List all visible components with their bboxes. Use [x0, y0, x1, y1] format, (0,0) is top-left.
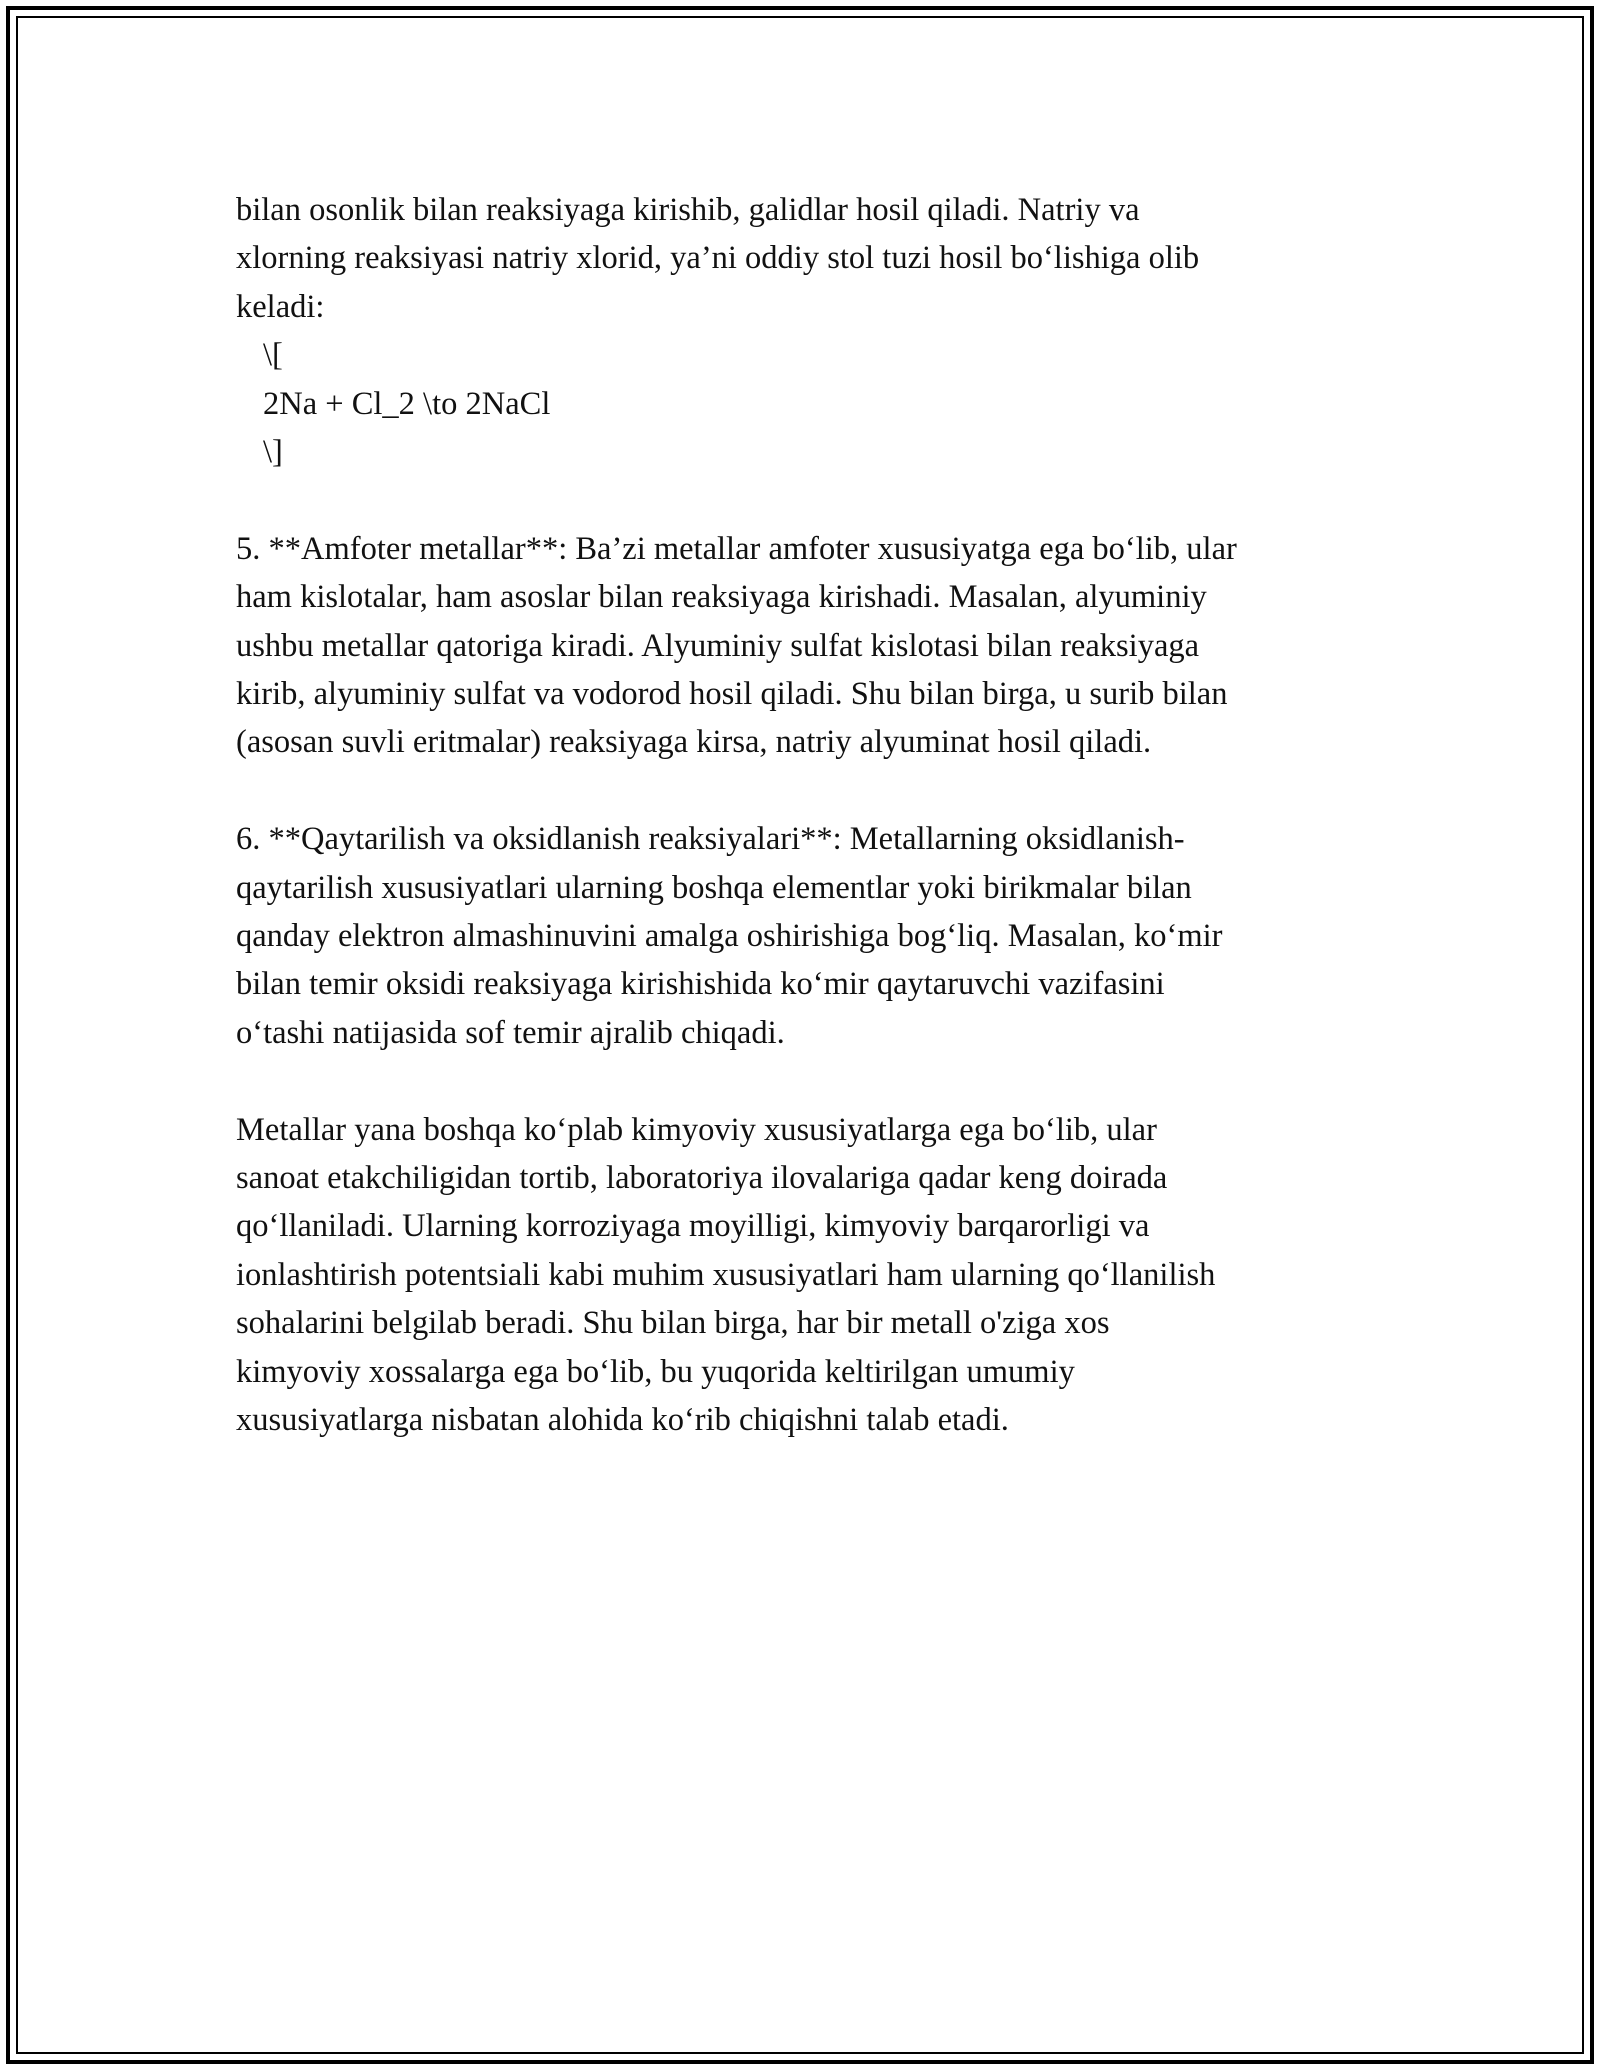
item-5-paragraph	[236, 525, 1376, 767]
text-line: qanday elektron almashinuvini amalga oshirishiga bog‘liq. Masalan, ko‘mir	[236, 918, 1223, 955]
text-line: ionlashtirish potentsiali kabi muhim xususiyatlari ham ularning qo‘llanilish	[236, 1256, 1216, 1293]
formula-open: \[	[263, 337, 283, 374]
text-line: bilan temir oksidi reaksiyaga kirishishida ko‘mir qaytaruvchi vazifasini	[236, 966, 1165, 1003]
text-line: qaytarilish xususiyatlari ularning boshqa elementlar yoki birikmalar bilan	[236, 869, 1192, 906]
text-line: ham kislotalar, ham asoslar bilan reaksiyaga kirishadi. Masalan, alyuminiy	[236, 579, 1207, 616]
formula-equation: 2Na + Cl_2 \to 2NaCl	[263, 385, 551, 422]
text-line: Metallar yana boshqa ko‘plab kimyoviy xususiyatlarga ega bo‘lib, ular	[236, 1111, 1157, 1148]
text-line: qo‘llaniladi. Ularning korroziyaga moyilligi, kimyoviy barqarorligi va	[236, 1208, 1150, 1245]
text-line: bilan osonlik bilan reaksiyaga kirishib, galidlar hosil qiladi. Natriy va	[236, 192, 1140, 228]
text-line: keladi:	[236, 288, 325, 325]
text-line: xlorning reaksiyasi natriy xlorid, ya’ni oddiy stol tuzi hosil bo‘lishiga olib	[236, 240, 1200, 277]
document-body	[236, 186, 1376, 1445]
paragraph-gap	[236, 767, 1376, 815]
text-line: 6. **Qaytarilish va oksidlanish reaksiyalari**: Metallarning oksidlanish-	[236, 821, 1185, 858]
text-line: xususiyatlarga nisbatan alohida ko‘rib chiqishni talab etadi.	[236, 1402, 1009, 1439]
intro-paragraph	[236, 186, 1376, 331]
text-line: (asosan suvli eritmalar) reaksiyaga kirsa, natriy alyuminat hosil qiladi.	[236, 724, 1152, 761]
formula-close: \]	[263, 434, 283, 471]
text-line: 5. **Amfoter metallar**: Ba’zi metallar amfoter xususiyatga ega bo‘lib, ular	[236, 530, 1237, 567]
text-line: sohalarini belgilab beradi. Shu bilan birga, har bir metall o'ziga xos	[236, 1305, 1110, 1342]
text-line: kimyoviy xossalarga ega bo‘lib, bu yuqorida keltirilgan umumiy	[236, 1353, 1075, 1390]
formula-block	[236, 331, 1376, 476]
text-line: o‘tashi natijasida sof temir ajralib chiqadi.	[236, 1014, 785, 1051]
item-6-paragraph	[236, 815, 1376, 1057]
text-line: ushbu metallar qatoriga kiradi. Alyuminiy sulfat kislotasi bilan reaksiyaga	[236, 627, 1200, 664]
paragraph-gap	[236, 476, 1376, 524]
closing-paragraph	[236, 1106, 1376, 1445]
text-line: sanoat etakchiligidan tortib, laboratoriya ilovalariga qadar keng doirada	[236, 1160, 1168, 1197]
text-line: kirib, alyuminiy sulfat va vodorod hosil qiladi. Shu bilan birga, u surib bilan	[236, 676, 1228, 713]
paragraph-gap	[236, 1057, 1376, 1105]
